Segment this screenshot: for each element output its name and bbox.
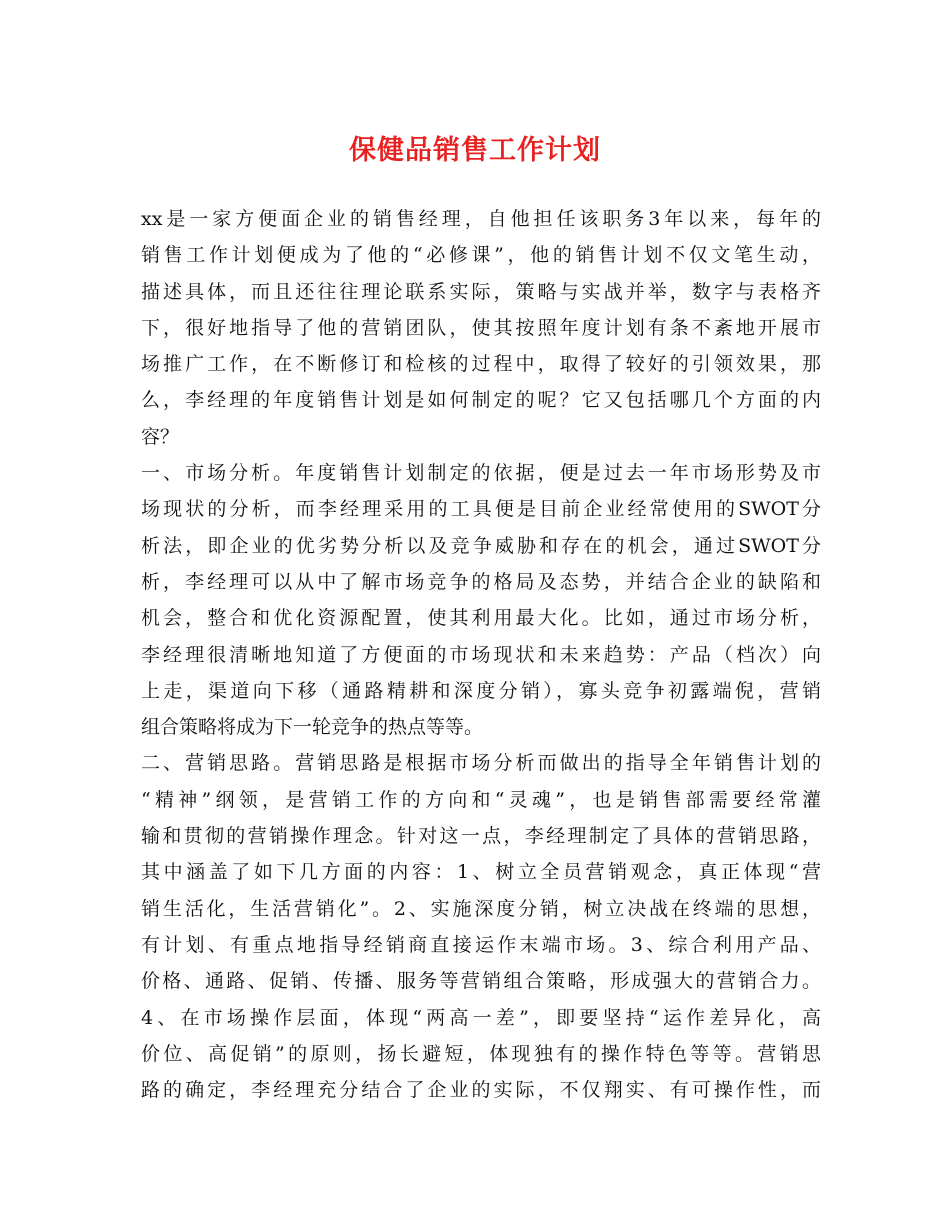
- body-line: 上走，渠道向下移（通路精耕和深度分销），寡头竞争初露端倪，营销: [141, 679, 821, 702]
- body-line: 组合策略将成为下一轮竞争的热点等等。: [141, 716, 484, 739]
- body-line: 李经理很清晰地知道了方便面的市场现状和未来趋势：产品（档次）向: [141, 643, 821, 666]
- body-line: 场推广工作，在不断修订和检核的过程中，取得了较好的引领效果，那: [141, 353, 821, 376]
- body-line: 4、在市场操作层面，体现“两高一差”，即要坚持“运作差异化，高: [141, 1006, 821, 1029]
- body-line: 价位、高促销”的原则，扬长避短，体现独有的操作特色等等。营销思: [141, 1042, 821, 1065]
- body-line: 机会，整合和优化资源配置，使其利用最大化。比如，通过市场分析，: [141, 607, 821, 630]
- body-line: 么，李经理的年度销售计划是如何制定的呢？它又包括哪几个方面的内: [141, 389, 821, 412]
- body-line: 下，很好地指导了他的营销团队，使其按照年度计划有条不紊地开展市: [141, 316, 821, 339]
- body-line: 销生活化，生活营销化”。2、实施深度分销，树立决战在终端的思想，: [141, 897, 821, 920]
- document-body: [141, 201, 821, 1108]
- body-line: xx是一家方便面企业的销售经理，自他担任该职务3年以来，每年的: [141, 208, 821, 230]
- body-line: 有计划、有重点地指导经销商直接运作末端市场。3、综合利用产品、: [141, 933, 821, 956]
- body-line: 析法，即企业的优劣势分析以及竞争威胁和存在的机会，通过SWOT分: [141, 534, 821, 557]
- body-line: 其中涵盖了如下几方面的内容：1、树立全员营销观念，真正体现“营: [141, 861, 821, 884]
- body-line: 二、营销思路。营销思路是根据市场分析而做出的指导全年销售计划的: [141, 752, 821, 775]
- body-line: 销售工作计划便成为了他的“必修课”，他的销售计划不仅文笔生动，: [141, 244, 821, 267]
- body-line: 价格、通路、促销、传播、服务等营销组合策略，形成强大的营销合力。: [141, 970, 821, 993]
- body-line: 场现状的分析，而李经理采用的工具便是目前企业经常使用的SWOT分: [141, 498, 821, 521]
- body-line: 容？: [141, 425, 180, 448]
- body-line: 析，李经理可以从中了解市场竞争的格局及态势，并结合企业的缺陷和: [141, 570, 821, 593]
- body-line: 路的确定，李经理充分结合了企业的实际，不仅翔实、有可操作性，而: [141, 1079, 821, 1102]
- body-line: 描述具体，而且还往往理论联系实际，策略与实战并举，数字与表格齐: [141, 280, 821, 303]
- document-title: 保健品销售工作计划: [349, 135, 601, 166]
- body-line: “精神”纲领，是营销工作的方向和“灵魂”，也是销售部需要经常灌: [141, 788, 821, 811]
- body-line: 一、市场分析。年度销售计划制定的依据，便是过去一年市场形势及市: [141, 462, 821, 485]
- body-line: 输和贯彻的营销操作理念。针对这一点，李经理制定了具体的营销思路，: [141, 825, 821, 848]
